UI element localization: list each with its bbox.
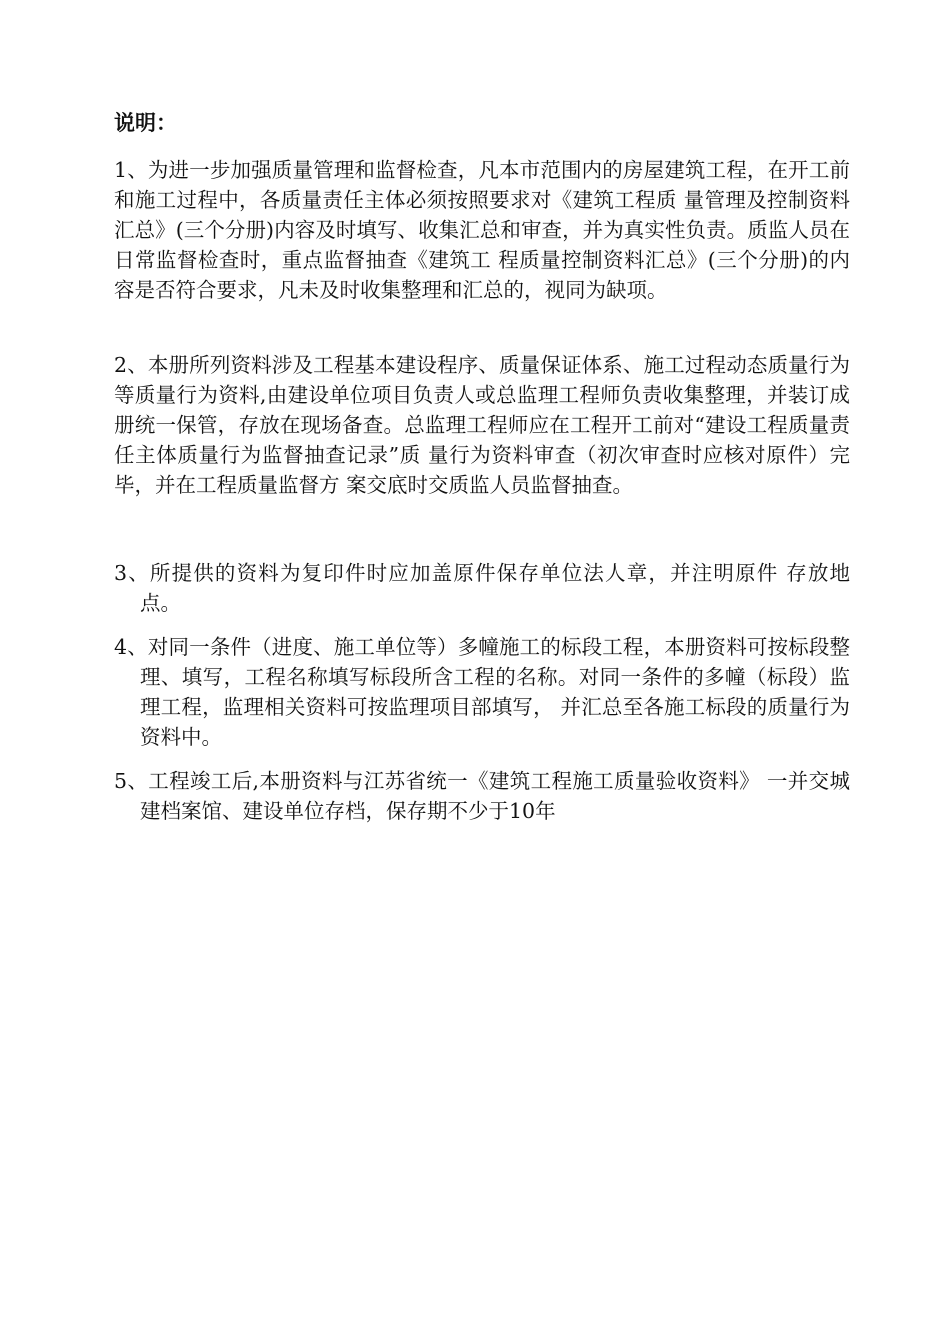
page-heading: 说明： <box>114 110 177 135</box>
paragraph-5: 5、工程竣工后,本册资料与江苏省统一《建筑工程施工质量验收资料》 一并交城建档案馆、建设单位存档，保存期不少于10年 <box>114 769 850 823</box>
paragraph-2: 2、本册所列资料涉及工程基本建设程序、质量保证体系、施工过程动态质量行为等质量行为资料,由建设单位项目负责人或总监理工程师负责收集整理，并装订成册统一保管，存放在现场备查。总监理工程师应在工程开工前对“建设工程质量责任主体质量行为监督抽查记录”质 量行为资料审查（初次审查时应核对原件）完毕，并在工程质量监督方 案交底时交质监人员监督抽查。 <box>114 353 850 497</box>
paragraph-3: 3、所提供的资料为复印件时应加盖原件保存单位法人章，并注明原件 存放地点。 <box>114 561 850 615</box>
paragraph-1: 1、为进一步加强质量管理和监督检查，凡本市范围内的房屋建筑工程，在开工前和施工过程中，各质量责任主体必须按照要求对《建筑工程质 量管理及控制资料汇总》(三个分册)内容及时填写、收集汇总和审查，并为真实性负责。质监人员在日常监督检查时，重点监督抽查《建筑工 程质量控制资料汇总》(三个分册)的内容是否符合要求，凡未及时收集整理和汇总的，视同为缺项。 <box>114 158 850 302</box>
paragraph-4: 4、对同一条件（进度、施工单位等）多幢施工的标段工程，本册资料可按标段整理、填写，工程名称填写标段所含工程的名称。对同一条件的多幢（标段）监理工程，监理相关资料可按监理项目部填写， 并汇总至各施工标段的质量行为资料中。 <box>114 635 850 749</box>
